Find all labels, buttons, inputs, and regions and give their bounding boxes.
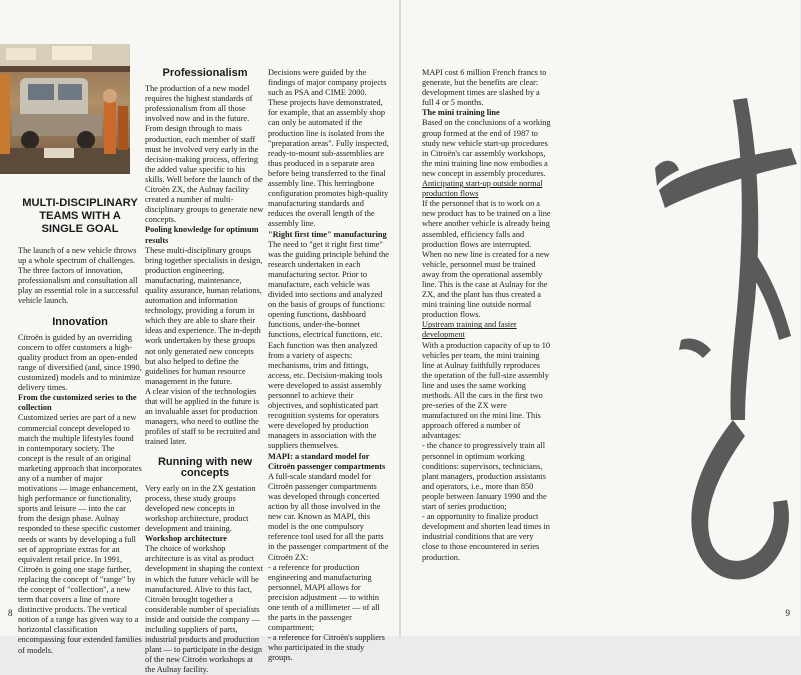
function-paragraph: Each function was then analyzed from a variety of aspects: mechanisms, trim and fittings, access, etc. Decision-making tools were developed to assist assembly personnel to achieve their objectives, and sophisticated part recognition systems for operators were developed by production managers in association with the suppliers themselves. bbox=[268, 340, 383, 451]
anticipating-paragraph: If the personnel that is to work on a new product has to be trained on a line where another vehicle is already being assembled, efficiency falls and production flows are interrupted. When no new line is created for a new vehicle, personnel must be trained away from the operational assembly line. This is the case at Aulnay for the ZX, and the plant has thus created a mini training line outside normal production flows. bbox=[422, 199, 551, 320]
mapi-paragraph: A full-scale standard model for Citroën passenger compartments was developed through concerted action by all those involved in the new car. Known as MAPI, this model is the one compulsory reference tool used for all the parts in the passenger compartment of the Citroën ZX: bbox=[268, 471, 389, 562]
pooling-heading: Pooling knowledge for optimum results bbox=[145, 225, 259, 245]
intro-paragraph: The launch of a new vehicle throws up a whole spectrum of challenges. The three factors of innovation, professionalism and consultation all play an essential role in a successful vehicle launch. bbox=[18, 246, 139, 306]
assembly-line-photo bbox=[0, 44, 130, 174]
series-paragraph: Customized series are part of a new commercial concept developed to match the multiple lifestyles found in contemporary society. The concept is the result of an original marketing approach that incorporates any of a number of major motivations — image enhancement, high performance or functionality, sports and leisure — into the car from the design phase. Aulnay responded to these specific customer needs or wants by developing a full set of appropriate extras for an equivalent retail price. In 1991, Citroën is going one stage further, replacing the concept of "range" by the concept of "collection", a new term that covers a line of more distinctive products. The vertical notion of a range has given way to a horizontal classification encompassing four extended families of models. bbox=[18, 413, 142, 655]
calligraphy-illustration bbox=[641, 40, 801, 600]
left-page bbox=[0, 0, 399, 675]
mapi-bullet-1: - a reference for production engineering and manufacturing personnel, MAPI allows for precision adjustment — to within one tenth of a millimeter — of all the parts in the passenger compartment; bbox=[268, 562, 380, 633]
decisions-paragraph: Decisions were guided by the findings of major company projects such as PSA and CIME 2000. bbox=[268, 68, 387, 98]
professionalism-paragraph: The production of a new model requires the highest standards of professionalism from all those involved now and in the future. From design through to mass production, each member of staff must be involved very early in the decision-making process, offering the added value specific to his skills. Well before the launch of the Citroën ZX, the Aulnay facility created a number of multi-disciplinary groups to generate new concepts. bbox=[145, 84, 264, 225]
right-first-time-paragraph: The need to "get it right first time" was the guiding principle behind the research undertaken in each manufacturing sector. Prior to manufacture, each vehicle was divided into sections and analyzed on the basis of groups of functions: opening functions, dashboard functions, under-the-bonnet functions, electrical functions, etc. bbox=[268, 239, 389, 340]
cost-paragraph: MAPI cost 6 million French francs to generate, but the benefits are clear: development times are slashed by a full 4 or 5 months. bbox=[422, 68, 547, 108]
series-heading: From the customized series to the collection bbox=[18, 393, 137, 413]
anticipating-heading: Anticipating start-up outside normal production flows bbox=[422, 179, 543, 199]
mapi-heading: MAPI: a standard model for Citroën passenger compartments bbox=[268, 451, 386, 471]
right-page bbox=[401, 0, 800, 636]
concepts-paragraph: Very early on in the ZX gestation process, these study groups developed new concepts in workshop architecture, product development and training. bbox=[145, 483, 256, 534]
pooling-paragraph-2: A clear vision of the technologies that will be applied in the future is an invaluable asset for production managers, who need to outline the profiles of staff to be recruited and trained later. bbox=[145, 386, 261, 447]
projects-paragraph: These projects have demonstrated, for example, that an assembly shop can only be automated if the production line is isolated from the "preparation areas". Fully inspected, ready-to-mount sub-assemblies are thus produced in a separate area before being transferred to the final assembly line. This herringbone configuration promotes high-quality manufacturing standards and reduces the overall length of the assembly line. bbox=[268, 98, 389, 229]
upstream-paragraph: With a production capacity of up to 10 vehicles per team, the mini training line at Aulnay faithfully reproduces the operation of the full-size assembly line and uses the same working methods. All the cars in the first two pre-series of the ZX were manufactured on the mini line. This approach offered a number of advantages: bbox=[422, 340, 551, 441]
innovation-paragraph: Citroën is guided by an overriding concern to offer customers a high-quality product from an open-ended range of diversified (and, since 1990, customized) models and to minimize delivery times. bbox=[18, 332, 142, 393]
advantage-bullet-2: - an opportunity to finalize product development and shorten lead times in industrial conditions that are very close to those encountered in series production. bbox=[422, 512, 550, 562]
teams-title: MULTI-DISCIPLINARY TEAMS WITH A SINGLE GOAL bbox=[22, 197, 138, 235]
upstream-heading: Upstream training and faster development bbox=[422, 320, 517, 340]
professionalism-heading: Professionalism bbox=[162, 67, 248, 79]
innovation-heading: Innovation bbox=[52, 315, 108, 328]
mapi-bullet-2: - a reference for Citroën's suppliers who participated in the study groups. bbox=[268, 633, 385, 663]
page-number-right: 9 bbox=[785, 608, 790, 618]
column-3 bbox=[268, 68, 390, 664]
concepts-heading: Running with new concepts bbox=[157, 456, 253, 479]
right-first-time-heading: "Right first time" manufacturing bbox=[268, 229, 387, 239]
workshop-heading: Workshop architecture bbox=[145, 534, 227, 544]
column-2 bbox=[145, 68, 265, 675]
pooling-paragraph-1: These multi-disciplinary groups bring together specialists in design, production engineering, manufacturing, maintenance, quality assurance, human relations, automation and information technology, providing a forum in which they are able to share their ideas and experience. The in-depth work undertaken by these groups not only generated new concepts but also helped to define the guidelines for human resource management in the future. bbox=[145, 245, 263, 386]
column-4 bbox=[422, 68, 551, 563]
column-1 bbox=[18, 197, 142, 656]
advantage-bullet-1: - the chance to progressively train all personnel in optimum working conditions: supervisors, technicians, plant managers, production assistants and operators, i.e., more than 850 people between January 1990 and the start of series production; bbox=[422, 441, 547, 512]
mini-line-paragraph: Based on the conclusions of a working group formed at the end of 1987 to study new vehicle start-up procedures in Citroën's car assembly workshops, the mini training line now embodies a new concept in assembly procedures. bbox=[422, 118, 551, 178]
workshop-paragraph: The choice of workshop architecture is as vital as product development in shaping the context in which the future vehicle will be manufactured. Alive to this fact, Citroën brought together a considerable number of specialists inside and outside the company — including suppliers of parts, industrial products and production plant — to participate in the design of the new Citroën workshops at the Aulnay facility. bbox=[145, 544, 263, 675]
mini-line-heading: The mini training line bbox=[422, 108, 500, 118]
page-number-left: 8 bbox=[8, 608, 13, 618]
